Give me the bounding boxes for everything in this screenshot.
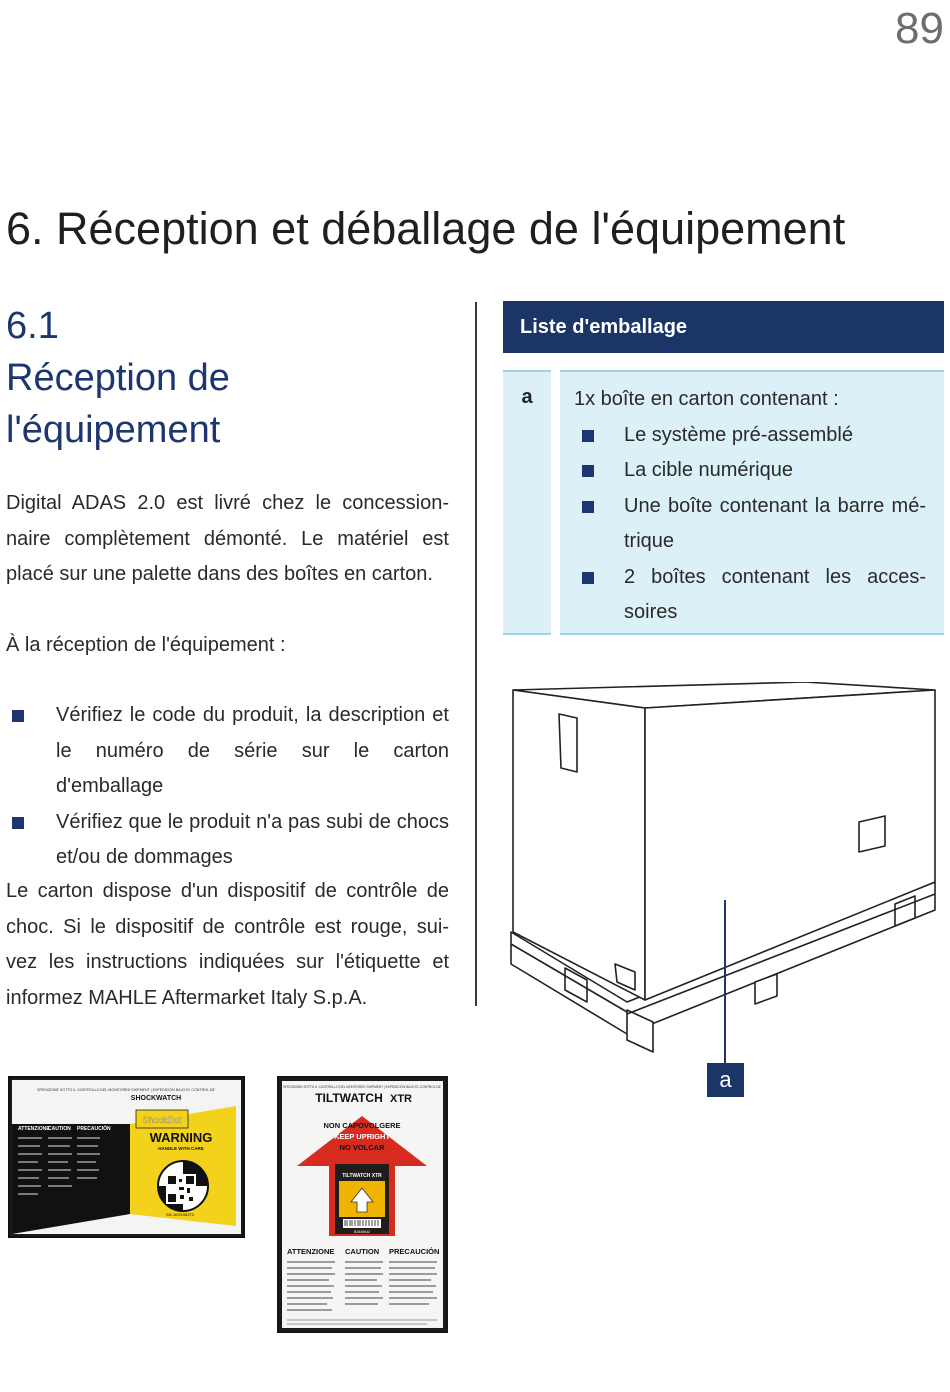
tiltwatch-col-precaution: PRECAUCIÓN bbox=[389, 1247, 440, 1256]
intro-paragraph: Digital ADAS 2.0 est livré chez le concession-naire complètement démonté. Le matériel est placé sur une palette dans des boîtes en carton. bbox=[6, 492, 449, 585]
tiltwatch-barcode-text: B1545642 bbox=[354, 1230, 370, 1234]
shockdot-col-attention: ATTENZIONE bbox=[18, 1126, 50, 1132]
section-number: 6.1 bbox=[6, 305, 59, 347]
packing-list-items bbox=[574, 418, 926, 631]
list-item bbox=[574, 453, 926, 489]
check-list bbox=[6, 698, 449, 876]
callout-badge: a bbox=[707, 1063, 744, 1097]
reception-lead: À la réception de l'équipement : bbox=[6, 634, 286, 656]
tiltwatch-line3: NO VOLCAR bbox=[339, 1143, 385, 1152]
shockdot-col-precaution: PRECAUCIÓN bbox=[77, 1126, 111, 1132]
square-bullet-icon bbox=[582, 465, 594, 477]
check-text: Vérifiez le code du produit, la description et le numéro de série sur le carton d'emballage bbox=[56, 704, 449, 797]
packing-item-text: Le système pré-assemblé bbox=[624, 423, 853, 446]
packing-item-text: Une boîte contenant la barre mé-trique bbox=[624, 494, 926, 552]
page-number: 89 bbox=[895, 4, 944, 53]
shockdot-warning: WARNING bbox=[149, 1130, 213, 1145]
shockdot-serial: SN: A02198273 bbox=[165, 1212, 195, 1217]
list-item bbox=[6, 698, 449, 805]
check-text: Vérifiez que le produit n'a pas subi de chocs et/ou de dommages bbox=[56, 810, 449, 868]
packing-list-intro: 1x boîte en carton contenant : bbox=[574, 388, 839, 410]
shock-paragraph: Le carton dispose d'un dispositif de contrôle de choc. Si le dispositif de contrôle est rouge, sui-vez les instructions indiquées sur l'étiquette et informez MAHLE Aftermarket Italy S.p.A. bbox=[6, 880, 449, 1009]
callout-line bbox=[724, 900, 726, 1063]
square-bullet-icon bbox=[12, 817, 24, 829]
tiltwatch-label-photo bbox=[277, 1076, 448, 1333]
shockdot-header: SPEDIZIONE SOTTO IL CONTROLLO DEL MONITORED SHIPMENT | EXPEDICIÓN BAJO EL CONTROL DE bbox=[37, 1088, 215, 1092]
shockdot-brand: SHOCKWATCH bbox=[130, 1095, 182, 1102]
list-item bbox=[574, 560, 926, 631]
list-item bbox=[574, 489, 926, 560]
tiltwatch-col-attention: ATTENZIONE bbox=[287, 1247, 335, 1256]
square-bullet-icon bbox=[582, 501, 594, 513]
packing-item-text: La cible numérique bbox=[624, 459, 793, 481]
square-bullet-icon bbox=[582, 430, 594, 442]
tiltwatch-inner-brand: TILTWATCH XTR bbox=[342, 1173, 382, 1179]
packing-item-text: 2 boîtes contenant les acces-soires bbox=[624, 565, 926, 623]
section-title bbox=[6, 300, 230, 456]
packing-list-key: a bbox=[503, 370, 551, 635]
tiltwatch-col-caution: CAUTION bbox=[345, 1247, 380, 1256]
packing-list-header: Liste d'emballage bbox=[503, 301, 944, 353]
tiltwatch-brand: TILTWATCH bbox=[315, 1091, 383, 1105]
square-bullet-icon bbox=[12, 710, 24, 722]
column-divider bbox=[475, 302, 477, 1006]
tiltwatch-line1: NON CAPOVOLGERE bbox=[323, 1121, 401, 1130]
section-title-line-2: l'équipement bbox=[6, 409, 221, 451]
shockdot-col-caution: CAUTION bbox=[48, 1126, 71, 1132]
section-title-line-1: Réception de bbox=[6, 357, 230, 399]
chapter-title: 6. Réception et déballage de l'équipement bbox=[6, 203, 846, 254]
tiltwatch-model: XTR bbox=[390, 1093, 412, 1105]
packing-list-content bbox=[560, 370, 944, 635]
shockdot-product: ShockDot bbox=[142, 1115, 182, 1125]
shockdot-warning-sub: HANDLE WITH CARE bbox=[158, 1146, 204, 1151]
label-patch bbox=[559, 714, 577, 772]
square-bullet-icon bbox=[582, 572, 594, 584]
shockdot-label-photo bbox=[8, 1076, 245, 1238]
tiltwatch-line2: KEEP UPRIGHT bbox=[333, 1132, 391, 1141]
tiltwatch-header: SPEDIZIONE SOTTO IL CONTROLLO DEL MONITORED SHIPMENT | EXPEDICIÓN BAJO EL CONTROL DE bbox=[283, 1085, 441, 1089]
list-item bbox=[574, 418, 926, 454]
label-patch bbox=[859, 816, 885, 852]
list-item bbox=[6, 805, 449, 876]
